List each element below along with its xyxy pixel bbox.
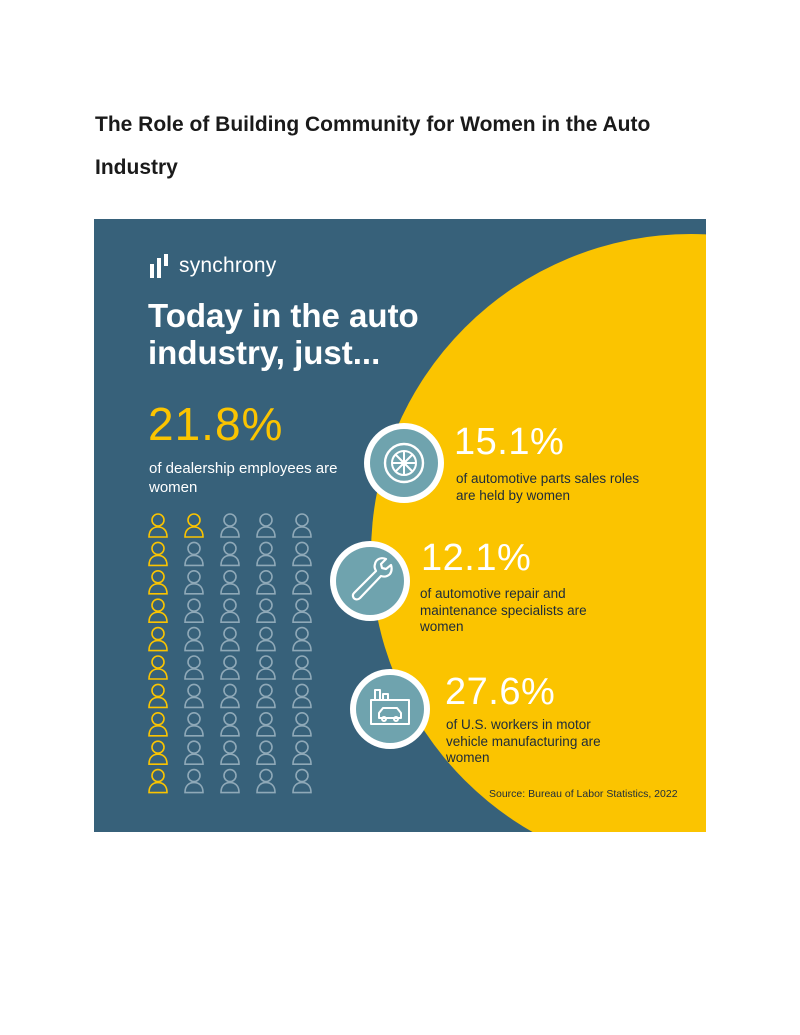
person-icon	[257, 770, 275, 793]
person-icon	[221, 514, 239, 537]
person-icon	[257, 542, 275, 565]
stat-description-manufacturing: of U.S. workers in motor vehicle manufacturing are women	[446, 717, 601, 765]
stat-value-repair: 12.1%	[421, 537, 532, 579]
person-icon	[293, 571, 311, 594]
person-icon	[293, 628, 311, 651]
person-icon	[293, 713, 311, 736]
person-icon	[221, 713, 239, 736]
person-icon	[293, 599, 311, 622]
person-icon	[293, 684, 311, 707]
person-icon	[149, 542, 167, 565]
person-icon	[185, 599, 203, 622]
person-icon	[185, 713, 203, 736]
brand-name: synchrony	[179, 254, 277, 277]
person-icon	[185, 684, 203, 707]
person-icon	[149, 770, 167, 793]
stat-value-parts-sales: 15.1%	[454, 421, 565, 463]
person-icon	[149, 713, 167, 736]
person-icon	[293, 741, 311, 764]
person-icon	[185, 656, 203, 679]
main-stat-description: of dealership employees are women	[149, 460, 338, 496]
person-icon	[221, 741, 239, 764]
person-icon	[257, 741, 275, 764]
source-note: Source: Bureau of Labor Statistics, 2022	[489, 788, 678, 800]
person-icon	[257, 514, 275, 537]
synchrony-logo-mark	[150, 254, 172, 278]
person-icon	[221, 656, 239, 679]
person-icon	[149, 628, 167, 651]
person-icon	[185, 628, 203, 651]
person-icon	[257, 684, 275, 707]
person-icon	[185, 542, 203, 565]
person-icon	[221, 684, 239, 707]
infographic	[94, 219, 706, 832]
person-icon	[293, 656, 311, 679]
factory-car-icon	[349, 668, 431, 750]
tire-icon	[363, 422, 445, 504]
person-icon	[149, 684, 167, 707]
person-icon	[293, 770, 311, 793]
person-icon	[257, 713, 275, 736]
person-icon	[221, 599, 239, 622]
person-icon	[185, 514, 203, 537]
person-icon	[149, 514, 167, 537]
person-icon	[149, 741, 167, 764]
person-icon	[185, 741, 203, 764]
main-stat-value: 21.8%	[148, 398, 284, 450]
person-icon	[221, 628, 239, 651]
stat-value-manufacturing: 27.6%	[445, 671, 556, 713]
person-icon	[293, 514, 311, 537]
stat-description-parts-sales: of automotive parts sales roles are held by women	[456, 471, 640, 503]
person-icon	[221, 542, 239, 565]
person-icon	[185, 770, 203, 793]
person-icon	[149, 599, 167, 622]
person-icon	[257, 571, 275, 594]
person-icon	[257, 656, 275, 679]
person-icon	[185, 571, 203, 594]
person-icon	[221, 770, 239, 793]
wrench-icon	[329, 540, 411, 622]
person-icon	[257, 628, 275, 651]
stat-description-repair: of automotive repair and maintenance specialists are women	[420, 586, 587, 634]
headline: Today in the auto industry, just...	[148, 297, 419, 371]
people-grid	[146, 511, 326, 801]
person-icon	[149, 571, 167, 594]
document-title: The Role of Building Community for Women in the Auto Industry	[95, 113, 651, 179]
person-icon	[257, 599, 275, 622]
person-icon	[149, 656, 167, 679]
person-icon	[293, 542, 311, 565]
synchrony-logo	[150, 252, 277, 278]
person-icon	[221, 571, 239, 594]
